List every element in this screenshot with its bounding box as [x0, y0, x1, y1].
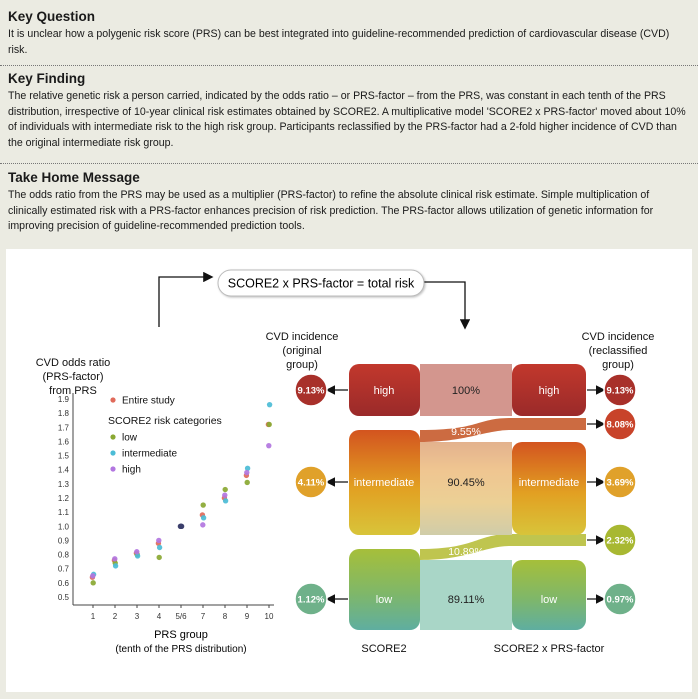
flow-low-right: low: [540, 594, 558, 606]
divider-1: [0, 65, 698, 66]
y-tick-label: 1.2: [57, 494, 69, 503]
reclass-band-inter: [420, 418, 586, 442]
orig-title-3: group): [286, 359, 318, 371]
y-tick-label: 1.9: [57, 395, 69, 404]
x-tick-label: 9: [244, 612, 250, 621]
point-low: [91, 580, 96, 585]
divider-2: [0, 163, 698, 164]
y-tick-label: 0.6: [57, 578, 69, 588]
take-home-section: [8, 170, 690, 235]
circle-recl-high-label: 9.13%: [606, 385, 634, 397]
flow-reclass-inter: 9.55%: [451, 426, 481, 438]
point-high: [266, 443, 271, 448]
y-tick-label: 1.1: [57, 508, 69, 518]
legend-title: SCORE2 risk categories: [108, 415, 222, 427]
point-low: [157, 555, 162, 560]
y-tick-label: 1.8: [57, 409, 69, 419]
take-home-heading: Take Home Message: [8, 170, 140, 185]
point-high: [244, 470, 249, 475]
y-tick-label: 1.7: [57, 423, 69, 433]
legend-high: high: [122, 464, 141, 476]
recl-title-3: group): [602, 359, 634, 371]
point-high: [222, 492, 227, 497]
point-high: [112, 556, 117, 561]
orig-title-2: (original: [282, 345, 322, 357]
x-tick-label: 7: [200, 612, 206, 621]
circle-recl-low-label: 0.97%: [606, 594, 634, 606]
left-low-block: [349, 549, 420, 630]
y-tick-label: 1.3: [57, 479, 69, 489]
circle-orig-inter-label: 4.11%: [297, 477, 325, 489]
bottom-label-score2: SCORE2: [361, 643, 407, 655]
x-tick-label: 8: [222, 612, 228, 621]
flow-inter-left: intermediate: [353, 477, 415, 489]
left-title-1: CVD odds ratio: [35, 357, 111, 369]
flow-low-left: low: [375, 594, 393, 606]
graphical-abstract-figure: [6, 249, 692, 692]
recl-title-1: CVD incidence: [581, 331, 655, 343]
legend-entire: Entire study: [122, 395, 175, 407]
point-low: [201, 502, 206, 507]
y-tick-label: 0.9: [57, 536, 69, 546]
legend-swatch-high: [110, 466, 115, 471]
x-tick-label: 4: [156, 612, 162, 621]
legend: [108, 396, 222, 476]
y-tick-label: 0.8: [57, 550, 69, 560]
key-question-text: It is unclear how a polygenic risk score (PRS) can be best integrated into guideline-recommended prediction of cardiovascular disease (CVD) risk.: [8, 28, 670, 56]
left-title-2: (PRS-factor): [42, 371, 104, 383]
point-intermediate: [223, 498, 228, 503]
take-home-text: The odds ratio from the PRS may be used as a multiplier (PRS-factor) to refine the absolute clinical risk estimate. Simple multiplication of clinically estimated risk with a PRS-factor enhances precision of risk prediction. The PRS-factor allows utilization of genetic information for improving precision of guideline-recommended prediction tools.: [8, 189, 654, 232]
point-high: [134, 549, 139, 554]
formula-arrow-right: [424, 282, 465, 327]
point-intermediate: [201, 515, 206, 520]
key-question-section: [8, 9, 690, 58]
legend-swatch-entire: [110, 397, 115, 402]
point-intermediate: [157, 545, 162, 550]
point-low: [267, 422, 272, 427]
scatter-chart: [58, 393, 274, 655]
formula-arrow-left: [159, 277, 211, 327]
legend-low: low: [122, 432, 138, 444]
circle-orig-low-label: 1.12%: [297, 594, 325, 606]
bottom-label-score2-prs: SCORE2 x PRS-factor: [493, 643, 605, 655]
y-tick-label: 1.4: [57, 465, 69, 475]
flow-high-mid: 100%: [451, 385, 481, 397]
point-high: [178, 524, 183, 529]
legend-swatch-intermediate: [110, 450, 115, 455]
flow-inter-right: intermediate: [518, 477, 580, 489]
x-axis-sublabel: (tenth of the PRS distribution): [115, 644, 247, 655]
figure-svg: [6, 249, 692, 692]
circle-orig-high-label: 9.13%: [297, 385, 325, 397]
y-tick-label: 0.5: [57, 593, 69, 602]
point-low: [223, 487, 228, 492]
reclass-band-low: [420, 534, 586, 560]
flow-low-mid: 89.11%: [447, 594, 485, 606]
point-high: [200, 522, 205, 527]
key-finding-text: The relative genetic risk a person carried, indicated by the odds ratio – or PRS-factor – from the PRS, was constant in each tenth of the PRS distribution, irrespective of 10-year clinical risk estimates obtained by SCORE2. A multiplicative model 'SCORE2 x PRS-factor' moved about 10% of individuals with intermediate risk to the high risk group. Participants reclassified by the PRS-factor had a 2-fold higher incidence of CVD than the original intermediate risk group.: [8, 90, 686, 149]
x-tick-label: 5/6: [175, 612, 187, 621]
point-intermediate: [267, 402, 272, 407]
key-question-heading: Key Question: [8, 9, 96, 24]
flow-high-left: high: [373, 385, 395, 397]
x-tick-label: 2: [112, 612, 118, 621]
point-high: [156, 538, 161, 543]
flow-high-right: high: [538, 385, 560, 397]
circle-recl-up-low-label: 2.32%: [606, 535, 634, 547]
y-tick-label: 0.7: [57, 564, 69, 574]
circle-recl-up-inter-label: 8.08%: [606, 419, 634, 431]
flow-inter-mid: 90.45%: [447, 477, 485, 489]
key-finding-heading: Key Finding: [8, 71, 86, 86]
flow-reclass-low: 10.89%: [448, 546, 484, 558]
x-tick-label: 1: [90, 612, 96, 621]
y-tick-label: 1.5: [57, 451, 69, 461]
legend-intermediate: intermediate: [122, 448, 178, 460]
x-axis-label: PRS group: [154, 629, 208, 641]
point-low: [245, 480, 250, 485]
left-title-3: from PRS: [49, 385, 97, 397]
formula-text: SCORE2 x PRS-factor = total risk: [227, 276, 415, 291]
point-high: [90, 573, 95, 578]
circle-recl-inter-label: 3.69%: [606, 477, 634, 489]
key-finding-section: [8, 71, 690, 151]
y-tick-label: 1.6: [57, 437, 69, 447]
legend-swatch-low: [110, 434, 115, 439]
point-intermediate: [113, 563, 118, 568]
orig-title-1: CVD incidence: [265, 331, 339, 343]
x-tick-label: 10: [264, 612, 274, 621]
x-tick-label: 3: [134, 612, 140, 621]
y-tick-label: 1.0: [57, 522, 69, 532]
recl-title-2: (reclassified: [588, 345, 648, 357]
